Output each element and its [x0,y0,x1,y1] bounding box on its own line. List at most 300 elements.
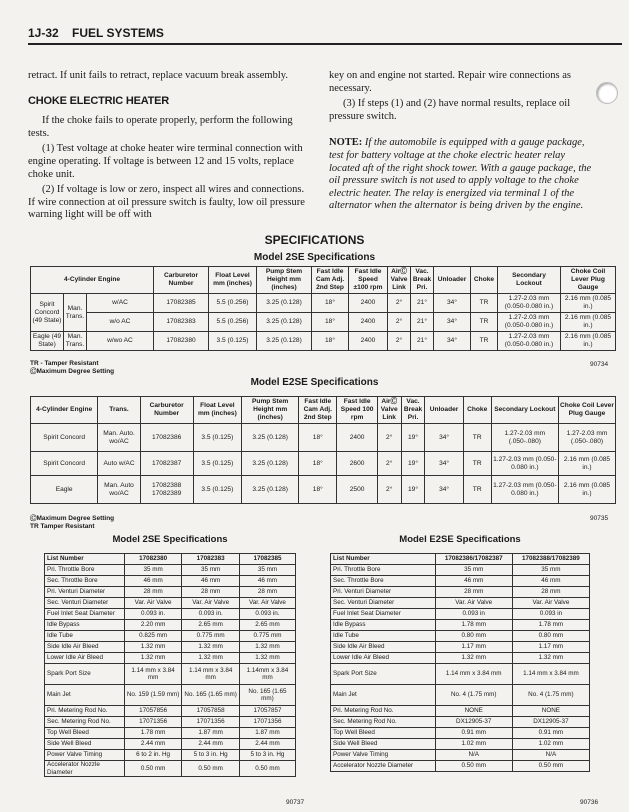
table-cell: 0.775 mm [239,631,295,642]
table-row [331,609,590,620]
row-label: Idle Bypass [331,620,436,631]
col-header: Choke [471,267,498,294]
table-cell: 2500 [337,476,377,504]
table-cell: 1.02 mm [435,739,512,750]
table-row [331,750,590,761]
figure-ref: 90737 [286,799,305,806]
col-header: Float Level mm (inches) [193,397,242,424]
table-cell: 1.14 mm x 3.84 mm [512,664,589,685]
row-label: Side Idle Air Bleed [331,642,436,653]
table-cell: 35 mm [182,565,240,576]
table-cell: 2.44 mm [182,739,240,750]
table-cell: 17057857 [239,706,295,717]
table-cell: 2400 [349,313,388,332]
table-cell: 1.32 mm [435,653,512,664]
table-cell: 1.27-2.03 mm (.050-.080) [491,424,558,452]
row-label: Fuel Inlet Seat Diameter [331,609,436,620]
table4-e2se-list [330,553,590,772]
right-paragraph-2: (3) If steps (1) and (2) have normal results, replace oil pressure switch. [329,98,571,122]
table-row [45,587,296,598]
col-header: Choke Coil Lever Plug Gauge [558,397,615,424]
page-header [28,26,618,40]
table-row [45,598,296,609]
header-rule [28,43,622,45]
right-column [329,70,595,216]
col-header: AirⒸ Valve Link [388,267,411,294]
col-header: Fast Idle Speed 100 rpm [337,397,377,424]
table-cell: 2.65 mm [182,620,240,631]
table-cell: Var. Air Valve [512,598,589,609]
table-cell: 3.25 (0.128) [242,452,299,476]
figure-ref: 90736 [580,799,599,806]
table-cell: 1.14 mm x 3.84 mm [435,664,512,685]
table-cell: Var. Air Valve [182,598,240,609]
table-cell: TR [463,476,491,504]
table-cell: 18° [299,452,337,476]
table-cell: 28 mm [182,587,240,598]
table-cell: 3.25 (0.128) [242,476,299,504]
table-cell: Var. Air Valve [239,598,295,609]
row-label: Sec. Metering Rod No. [45,717,125,728]
table-row [31,452,616,476]
table-cell: NONE [435,706,512,717]
table-row [31,294,616,313]
trans-cell: Auto w/AC [98,452,140,476]
row-label: Idle Tube [331,631,436,642]
table-cell: 0.093 in [512,609,589,620]
table-row [45,728,296,739]
table-cell: 21° [411,313,434,332]
table-cell: 3.25 (0.128) [257,332,312,351]
choke-heater-heading: CHOKE ELECTRIC HEATER [28,94,170,107]
table-cell: 3.5 (0.125) [193,452,242,476]
table-cell: 17082385 [154,294,209,313]
col-header: Fast Idle Speed ±100 rpm [349,267,388,294]
table-cell: 1.78 mm [435,620,512,631]
col-header: 4-Cylinder Engine [31,267,154,294]
row-label: Power Valve Timing [331,750,436,761]
table1-2se-specs [30,266,616,351]
table-cell: 2.16 mm (0.085 in.) [561,294,616,313]
table-cell: 1.02 mm [512,739,589,750]
figure-ref: 90735 [590,515,609,522]
row-label: Sec. Throttle Bore [45,576,125,587]
table-row [331,598,590,609]
table-cell: 2.16 mm (0.085 in.) [561,313,616,332]
table-cell: 2° [377,476,401,504]
table-cell: 17071356 [124,717,182,728]
table-cell: 35 mm [239,565,295,576]
table-cell: 1.32 mm [124,653,182,664]
table-cell: 0.50 mm [435,761,512,772]
table-cell: 46 mm [512,576,589,587]
table-cell: 17071356 [182,717,240,728]
table-cell: TR [471,332,498,351]
table-row [45,554,296,565]
table-cell: 2° [388,294,411,313]
engine-cell: Spirit Concord (49 State) [31,294,64,332]
table-cell: 21° [411,294,434,313]
row-label: Pri. Metering Rod No. [331,706,436,717]
table-row [45,631,296,642]
table-cell: 1.27-2.03 mm (0.050-0.080 in.) [491,452,558,476]
table-cell: 34° [434,313,471,332]
table-cell: 1.17 mm [435,642,512,653]
row-label: Main Jet [45,685,125,706]
row-label: Pri. Metering Rod No. [45,706,125,717]
engine-cell: Eagle (49 State) [31,332,64,351]
row-label: Power Valve Timing [45,750,125,761]
trans-cell: w/wo AC [87,332,154,351]
figure-ref: 90734 [590,361,609,368]
table-row [31,313,616,332]
table-cell: 1.32 mm [239,653,295,664]
row-label: List Number [45,554,125,565]
table-cell: 0.50 mm [512,761,589,772]
table-cell: N/A [435,750,512,761]
table-row [45,685,296,706]
table-row [31,424,616,452]
table-cell: 3.25 (0.128) [257,294,312,313]
table-cell: 34° [434,332,471,351]
right-paragraph-1: key on and engine not started. Repair wire connections as necessary. [329,70,572,94]
table-cell: 35 mm [435,565,512,576]
table-cell: No. 4 (1.75 mm) [512,685,589,706]
table-cell: 28 mm [512,587,589,598]
table-cell: 1.17 mm [512,642,589,653]
table-cell: 17082386/17082387 [435,554,512,565]
table-cell: 2.44 mm [239,739,295,750]
table-cell: 1.32 mm [182,642,240,653]
table-cell: 34° [425,424,463,452]
table-cell: 46 mm [182,576,240,587]
left-column [28,70,310,225]
table-cell: 2600 [337,452,377,476]
table-cell: 3.25 (0.128) [242,424,299,452]
table-row [331,664,590,685]
table-cell: 1.78 mm [512,620,589,631]
table-cell: 0.80 mm [435,631,512,642]
table-cell: 0.093 in [435,609,512,620]
table-cell: 17082388 17082389 [140,476,193,504]
table-row [331,576,590,587]
col-header: Carburetor Number [140,397,193,424]
table-cell: TR [471,313,498,332]
col-header: Carburetor Number [154,267,209,294]
table-row [45,706,296,717]
table-row [45,750,296,761]
table-cell: 3.5 (0.125) [209,332,257,351]
row-label: Sec. Throttle Bore [331,576,436,587]
row-label: Main Jet [331,685,436,706]
table-cell: 17082387 [140,452,193,476]
table-cell: 1.87 mm [182,728,240,739]
table-cell: 0.825 mm [124,631,182,642]
row-label: Idle Tube [45,631,125,642]
table-cell: 5.5 (0.256) [209,294,257,313]
table-cell: 2400 [349,294,388,313]
trans-cell: w/o AC [87,313,154,332]
note-text: If the automobile is equipped with a gauge package, test for battery voltage at the choke electric heater relay located aft of the right shock tower. With a gauge package, the oil pressure switch is not used to apply voltage to the choke electric heater. The relay is energized via terminal 1 of the alternator when the alternator is being driven by the engine. [329,137,592,212]
table-cell: 0.50 mm [182,761,240,777]
table-cell: 2° [388,332,411,351]
table-cell: 1.27-2.03 mm (.050-.080) [558,424,615,452]
intro-text: retract. If unit fails to retract, replace vacuum break assembly. [28,70,288,81]
table-row [45,739,296,750]
table-cell: 2.16 mm (0.085 in.) [558,476,615,504]
table-cell: 46 mm [239,576,295,587]
table1-footnotes [30,360,114,376]
table-cell: 0.093 in. [182,609,240,620]
col-header: Unloader [425,397,463,424]
row-label: Sec. Venturi Diameter [331,598,436,609]
table2-title: Model E2SE Specifications [250,377,379,388]
table-cell: 18° [312,294,349,313]
col-header: AirⒸ Valve Link [377,397,401,424]
table-cell: 0.093 in. [239,609,295,620]
row-label: Pri. Throttle Bore [45,565,125,576]
table-cell: 17082383 [154,313,209,332]
table-cell: 46 mm [435,576,512,587]
table-cell: 19° [401,452,425,476]
table3-title: Model 2SE Specifications [112,534,228,545]
table-cell: 17082386 [140,424,193,452]
table-row [31,267,616,294]
col-header: Choke [463,397,491,424]
table-cell: 18° [312,332,349,351]
table2-footnotes [30,515,114,531]
trans-cell: Man. Auto. wo/AC [98,424,140,452]
table-cell: 1.27-2.03 mm (0.050-0.080 in.) [498,294,561,313]
note-label: NOTE: [329,137,363,149]
table-cell: No. 165 (1.65 mm) [239,685,295,706]
table-row [331,554,590,565]
table-row [31,332,616,351]
table-cell: 1.78 mm [124,728,182,739]
trans-cell: Man. Trans. [64,294,87,332]
col-header: Secondary Lockout [491,397,558,424]
footnote: ⒸMaximum Degree Setting [30,515,115,522]
table-cell: 2.16 mm (0.085 in.) [558,452,615,476]
table-row [31,397,616,424]
specifications-title: SPECIFICATIONS [264,233,365,247]
col-header: Trans. [98,397,140,424]
table-row [45,642,296,653]
table-cell: 6 to 2 in. Hg [124,750,182,761]
row-label: Pri. Throttle Bore [331,565,436,576]
row-label: Sec. Venturi Diameter [45,598,125,609]
table-cell: 2.20 mm [124,620,182,631]
table-cell: 17082383 [182,554,240,565]
paragraph-1: If the choke fails to operate properly, perform the following tests. [28,115,293,139]
col-header: Pump Stem Height mm (inches) [242,397,299,424]
row-label: Idle Bypass [45,620,125,631]
row-label: Side Well Bleed [331,739,436,750]
col-header: Pump Stem Height mm (inches) [257,267,312,294]
table-cell: 1.27-2.03 mm (0.050-0.080 in.) [491,476,558,504]
table-cell: 2.16 mm (0.085 in.) [561,332,616,351]
table-cell: 1.32 mm [182,653,240,664]
row-label: Side Well Bleed [45,739,125,750]
table-cell: 17082388/17082389 [512,554,589,565]
row-label: Lower Idle Air Bleed [45,653,125,664]
table-cell: 18° [312,313,349,332]
table-cell: 1.32 mm [124,642,182,653]
table-cell: 21° [411,332,434,351]
table-cell: 17082380 [124,554,182,565]
row-label: Sec. Metering Rod No. [331,717,436,728]
table-cell: 3.5 (0.125) [193,476,242,504]
table-cell: 17071356 [239,717,295,728]
row-label: Fuel Inlet Seat Diameter [45,609,125,620]
table1-title: Model 2SE Specifications [253,252,376,263]
col-header: Vac. Break Pri. [411,267,434,294]
table-cell: 0.50 mm [124,761,182,777]
table-cell: 1.14 mm x 3.84 mm [124,664,182,685]
table-cell: 2° [377,424,401,452]
table-cell: 2400 [337,424,377,452]
table-cell: TR [463,424,491,452]
col-header: Fast Idle Cam Adj. 2nd Step [299,397,337,424]
table-cell: 35 mm [124,565,182,576]
table-cell: 46 mm [124,576,182,587]
table-cell: 5 to 3 in. Hg [239,750,295,761]
row-label: Accelerator Nozzle Diameter [331,761,436,772]
table-row [331,685,590,706]
table-cell: 17082385 [239,554,295,565]
table-cell: 2400 [349,332,388,351]
trans-cell: w/AC [87,294,154,313]
table-cell: N/A [512,750,589,761]
table-cell: 1.14 mm x 3.84 mm [182,664,240,685]
row-label: Spark Port Size [331,664,436,685]
table-cell: 35 mm [512,565,589,576]
col-header: Choke Coil Lever Plug Gauge [561,267,616,294]
engine-cell: Spirit Concord [31,424,98,452]
table-cell: 3.5 (0.125) [193,424,242,452]
table-cell: 28 mm [124,587,182,598]
table-cell: No. 4 (1.75 mm) [435,685,512,706]
table3-2se-list [44,553,296,777]
table-cell: 2.65 mm [239,620,295,631]
engine-cell: Spirit Concord [31,452,98,476]
table-row [331,761,590,772]
table-cell: TR [463,452,491,476]
table-cell: 0.775 mm [182,631,240,642]
table-cell: 0.50 mm [239,761,295,777]
table-cell: NONE [512,706,589,717]
col-header: Float Level mm (inches) [209,267,257,294]
table-cell: 1.87 mm [239,728,295,739]
table-row [331,620,590,631]
table-cell: 28 mm [239,587,295,598]
col-header: Fast Idle Cam Adj. 2nd Step [312,267,349,294]
table-cell: 2° [388,313,411,332]
row-label: Top Well Bleed [45,728,125,739]
col-header: Vac. Break Pri. [401,397,425,424]
table-cell: 19° [401,424,425,452]
table-row [45,761,296,777]
table-row [45,576,296,587]
table-cell: 17082380 [154,332,209,351]
table-row [331,739,590,750]
table-row [331,565,590,576]
table-cell: TR [471,294,498,313]
table-cell: Var. Air Valve [435,598,512,609]
trans-cell: Man. Auto wo/AC [98,476,140,504]
row-label: Side Idle Air Bleed [45,642,125,653]
footnote: ⒸMaximum Degree Setting [30,368,115,375]
table-cell: 0.80 mm [512,631,589,642]
table-cell: 19° [401,476,425,504]
trans-cell: Man. Trans. [64,332,87,351]
table-row [331,631,590,642]
table-cell: 34° [425,476,463,504]
row-label: List Number [331,554,436,565]
table-cell: 5 to 3 in. Hg [182,750,240,761]
paragraph-3: (2) If voltage is low or zero, inspect all wires and connections. If wire connection at oil pressure switch is faulty, low oil pressure warning light will be off with [28,184,305,221]
table-cell: No. 159 (1.59 mm) [124,685,182,706]
table-cell: 2.44 mm [124,739,182,750]
table-row [331,642,590,653]
note-block [329,137,595,213]
section-title: FUEL SYSTEMS [72,26,164,40]
paragraph-2: (1) Test voltage at choke heater wire terminal connection with engine operating. If voltage is between 12 and 15 volts, replace choke unit. [28,143,303,180]
table-row [45,717,296,728]
row-label: Pri. Venturi Diameter [45,587,125,598]
table-cell: 0.093 in. [124,609,182,620]
table-row [331,728,590,739]
table-row [331,653,590,664]
table-row [45,609,296,620]
table-cell: 2° [377,452,401,476]
binder-hole [596,82,618,104]
table-cell: 34° [434,294,471,313]
table2-e2se-specs [30,396,616,504]
table-row [45,620,296,631]
col-header: Secondary Lockout [498,267,561,294]
table-cell: 3.25 (0.128) [257,313,312,332]
footnote: TR - Tamper Resistant [30,360,99,367]
row-label: Lower Idle Air Bleed [331,653,436,664]
table-cell: 28 mm [435,587,512,598]
table-cell: 17057856 [124,706,182,717]
table-cell: 0.91 mm [512,728,589,739]
footnote: TR Tamper Resistant [30,523,95,530]
table-cell: 1.27-2.03 mm (0.050-0.080 in.) [498,332,561,351]
table-row [45,664,296,685]
row-label: Spark Port Size [45,664,125,685]
table-cell: 0.91 mm [435,728,512,739]
table-cell: DX12905-37 [435,717,512,728]
table-row [331,717,590,728]
table-cell: 17057858 [182,706,240,717]
row-label: Pri. Venturi Diameter [331,587,436,598]
col-header: Unloader [434,267,471,294]
table-row [331,587,590,598]
row-label: Top Well Bleed [331,728,436,739]
col-header: 4-Cylinder Engine [31,397,98,424]
table-row [45,653,296,664]
table-cell: 1.32 mm [239,642,295,653]
table4-title: Model E2SE Specifications [399,534,521,545]
engine-cell: Eagle [31,476,98,504]
table-cell: Var. Air Valve [124,598,182,609]
table-cell: No. 165 (1.65 mm) [182,685,240,706]
table-row [45,565,296,576]
table-cell: 18° [299,424,337,452]
table-cell: 1.27-2.03 mm (0.050-0.080 in.) [498,313,561,332]
